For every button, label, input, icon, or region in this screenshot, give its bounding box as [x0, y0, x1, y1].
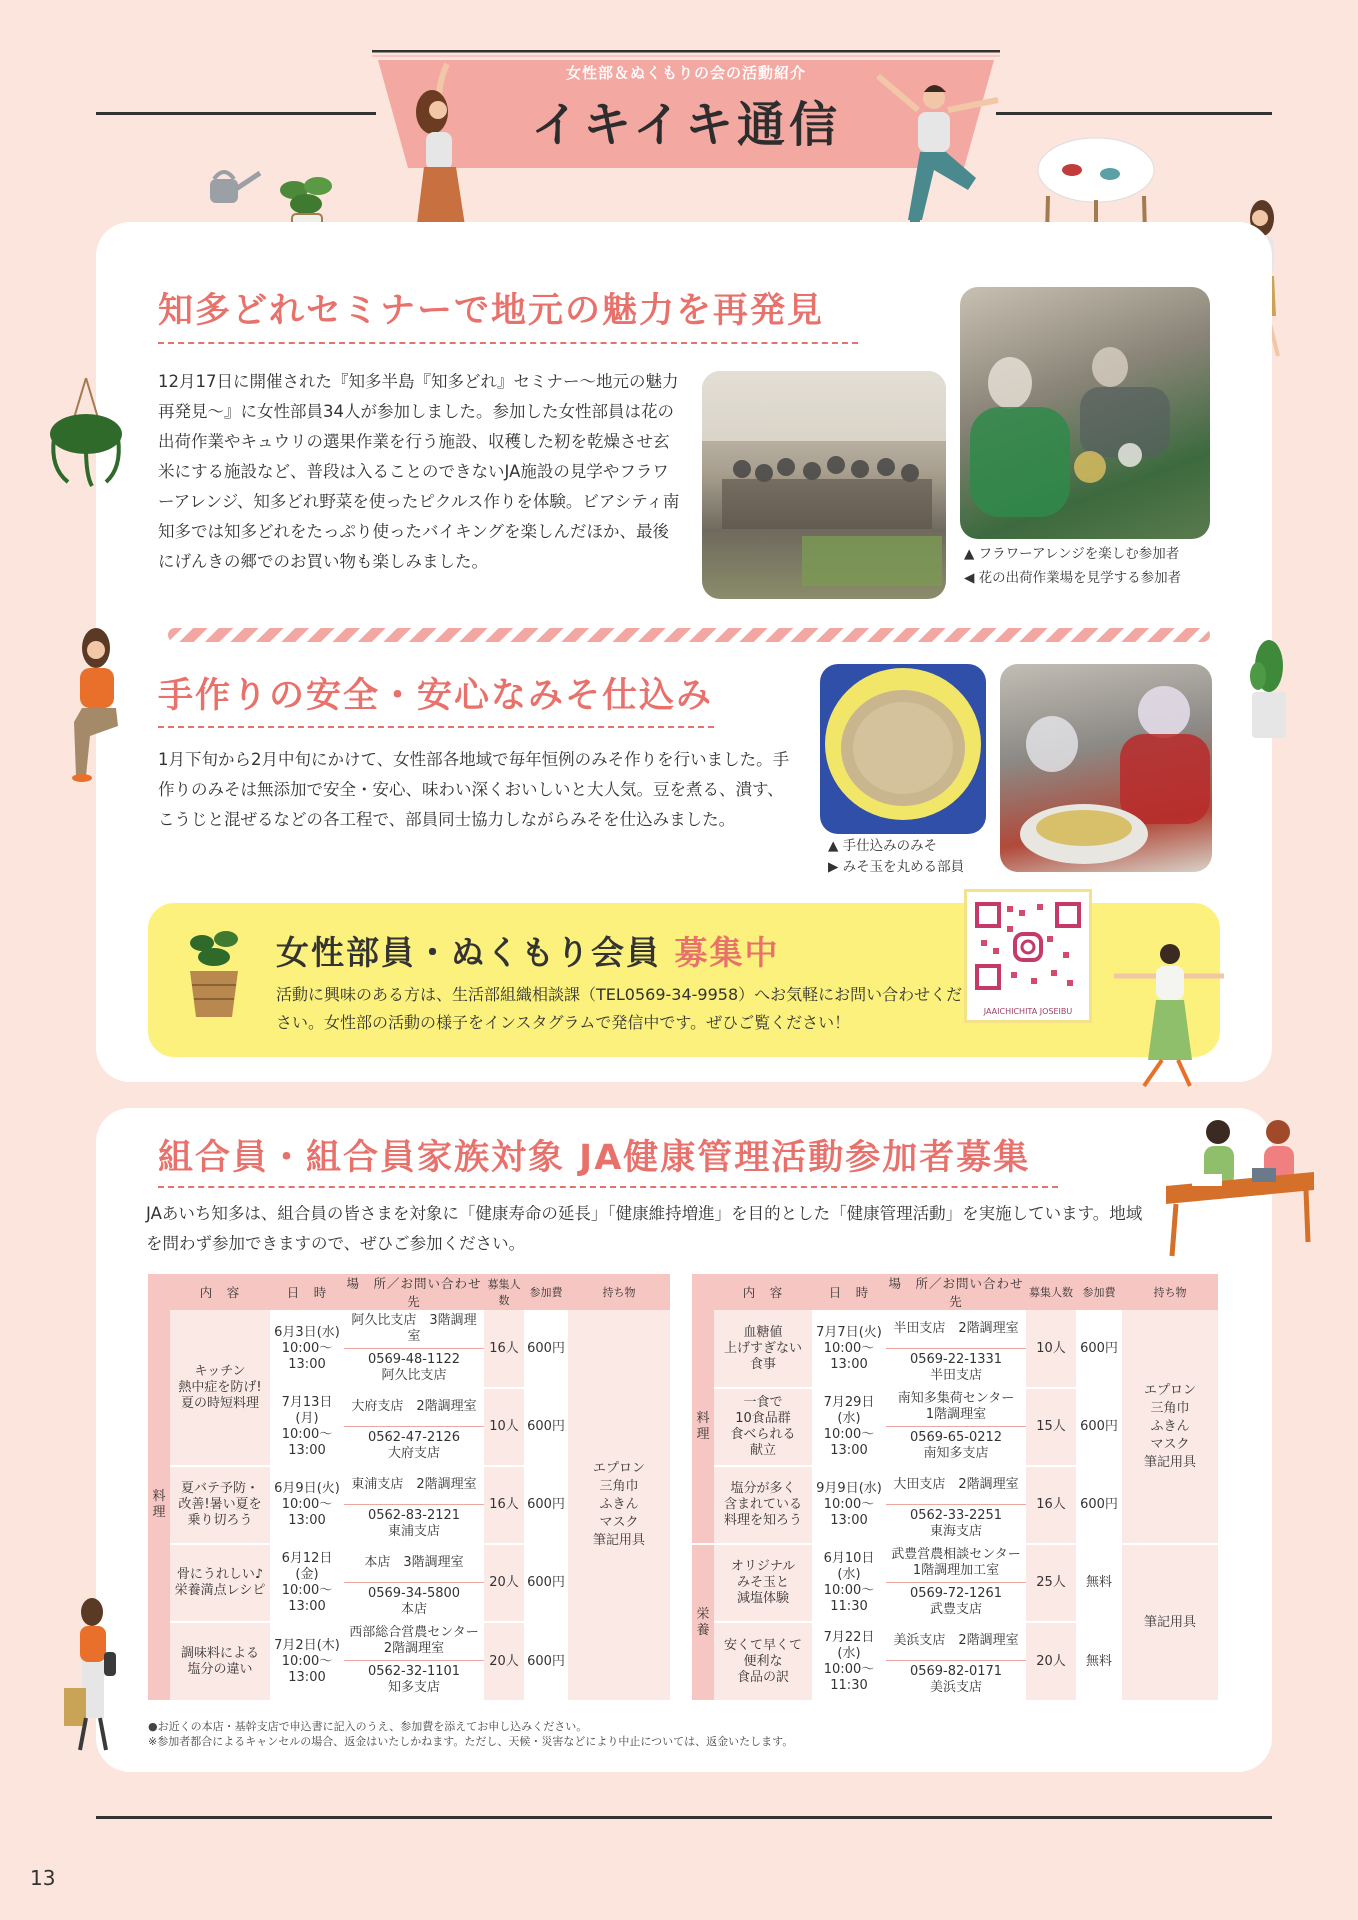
article2-caption-2: ▶ みそ玉を丸める部員 — [828, 859, 965, 875]
qr-label: JAAICHICHITA JOSEIBU — [983, 1007, 1073, 1016]
row-fee: 600円 — [1076, 1466, 1122, 1544]
row-date: 7月22日(水) 10:00〜 11:30 — [812, 1622, 886, 1700]
row-date: 7月7日(火) 10:00〜 13:00 — [812, 1310, 886, 1388]
table-row: 安くて早くて 便利な 食品の訳 — [714, 1622, 812, 1700]
shopping-woman-illustration — [58, 1596, 128, 1756]
row-place: 美浜支店 2階調理室 — [886, 1622, 1026, 1660]
photo-making-miso-balls — [1000, 664, 1212, 872]
row-contact: 0569-48-1122 阿久比支店 — [344, 1348, 484, 1388]
row-capacity: 15人 — [1026, 1388, 1076, 1466]
header-place: 場 所／お問い合わせ先 — [344, 1274, 484, 1310]
sitting-woman-illustration — [60, 626, 140, 786]
header-fee: 参加費 — [524, 1274, 568, 1310]
row-capacity: 10人 — [1026, 1310, 1076, 1388]
row-contact: 0562-83-2121 東浦支店 — [344, 1504, 484, 1544]
photo-shipping-facility-tour — [702, 371, 946, 599]
row-contact: 0569-22-1331 半田支店 — [886, 1348, 1026, 1388]
row-fee: 600円 — [524, 1388, 568, 1466]
row-fee: 600円 — [524, 1466, 568, 1544]
article1-title-underline — [158, 342, 858, 344]
article2-title: 手作りの安全・安心なみそ仕込み — [158, 676, 714, 716]
recruit-title-accent: 募集中 — [674, 933, 780, 972]
women-at-desk-illustration — [1156, 1110, 1318, 1258]
row-capacity: 10人 — [484, 1388, 524, 1466]
member-recruit-box — [148, 903, 1220, 1057]
basket-plant-icon — [182, 927, 246, 1023]
right-category-nutrition: 栄 養 — [692, 1544, 714, 1700]
row-date: 7月29日(水) 10:00〜 13:00 — [812, 1388, 886, 1466]
row-place: 南知多集荷センター 1階調理室 — [886, 1388, 1026, 1426]
row-date: 6月12日(金) 10:00〜 13:00 — [270, 1544, 344, 1622]
row-fee: 600円 — [524, 1310, 568, 1388]
recruit-body: 活動に興味のある方は、生活部組織相談課（TEL0569-34-9958）へお気軽にお問い合わせください。女性部の活動の様子をインスタグラムで発信中です。ぜひご覧ください！ — [276, 985, 963, 1032]
row-place: 本店 3階調理室 — [344, 1544, 484, 1582]
header-capacity: 募集人数 — [484, 1274, 524, 1310]
woman-arms-open-illustration — [1104, 940, 1234, 1090]
row-fee: 600円 — [1076, 1310, 1122, 1388]
instagram-icon — [1015, 934, 1041, 960]
row-contact: 0569-82-0171 美浜支店 — [886, 1660, 1026, 1700]
row-capacity: 16人 — [484, 1310, 524, 1388]
cancellation-note: ※参加者都合によるキャンセルの場合、返金はいたしかねます。ただし、天候・災害などにより中止については、返金いたします。 — [148, 1735, 794, 1748]
table-row: 夏バテ予防・ 改善!暑い夏を 乗り切ろう — [170, 1466, 270, 1544]
hanging-plant-illustration — [46, 378, 126, 488]
row-contact: 0569-72-1261 武豊支店 — [886, 1582, 1026, 1622]
row-contact: 0569-65-0212 南知多支店 — [886, 1426, 1026, 1466]
section-divider-stripe — [168, 628, 1210, 642]
article1-caption-2: ◀ 花の出荷作業場を見学する参加者 — [964, 570, 1182, 586]
row-fee: 600円 — [524, 1544, 568, 1622]
row-date: 6月9日(火) 10:00〜 13:00 — [270, 1466, 344, 1544]
header-items: 持ち物 — [1122, 1274, 1218, 1310]
row-contact: 0562-32-1101 知多支店 — [344, 1660, 484, 1700]
article1-caption-1: ▲ フラワーアレンジを楽しむ参加者 — [964, 546, 1180, 562]
right-items-nutrition: 筆記用具 — [1122, 1544, 1218, 1700]
right-items-cooking: エプロン 三角巾 ふきん マスク 筆記用具 — [1122, 1310, 1218, 1544]
row-contact: 0562-47-2126 大府支店 — [344, 1426, 484, 1466]
row-date: 6月3日(水) 10:00〜 13:00 — [270, 1310, 344, 1388]
header-cat — [692, 1274, 714, 1310]
header-title: イキイキ通信 — [530, 97, 842, 153]
recruit-title-main: 女性部員・ぬくもり会員 — [276, 933, 661, 972]
row-place: 西部総合営農センター 2階調理室 — [344, 1622, 484, 1660]
header-cat — [148, 1274, 170, 1310]
header-content: 内 容 — [714, 1274, 812, 1310]
row-capacity: 20人 — [1026, 1622, 1076, 1700]
health-lead: JAあいち知多は、組合員の皆さまを対象に「健康寿命の延長」「健康維持増進」を目的とした「健康管理活動」を実施しています。地域を問わず参加できますので、ぜひご参加ください。 — [146, 1204, 1143, 1253]
instagram-qr-code[interactable] — [964, 889, 1092, 1023]
page-number: 13 — [30, 1866, 56, 1890]
health-schedule-table-left — [148, 1274, 670, 1700]
row-contact: 0562-33-2251 東海支店 — [886, 1504, 1026, 1544]
table-row: 塩分が多く 含まれている 料理を知ろう — [714, 1466, 812, 1544]
table-row: 調味料による 塩分の違い — [170, 1622, 270, 1700]
health-title: 組合員・組合員家族対象 JA健康管理活動参加者募集 — [158, 1138, 1031, 1178]
article2-caption-1: ▲ 手仕込みのみそ — [828, 838, 938, 854]
table-row: オリジナル みそ玉と 減塩体験 — [714, 1544, 812, 1622]
row-capacity: 16人 — [1026, 1466, 1076, 1544]
health-title-underline — [158, 1186, 1058, 1188]
health-schedule-table-right — [692, 1274, 1218, 1700]
row-fee: 無料 — [1076, 1622, 1122, 1700]
photo-flower-arrangement — [960, 287, 1210, 539]
header-place: 場 所／お問い合わせ先 — [886, 1274, 1026, 1310]
row-capacity: 25人 — [1026, 1544, 1076, 1622]
application-note: ●お近くの本店・基幹支店で申込書に記入のうえ、参加費を添えてお申し込みください。 — [148, 1720, 588, 1733]
table-row: 血糖値 上げすぎない 食事 — [714, 1310, 812, 1388]
header-capacity: 募集人数 — [1026, 1274, 1076, 1310]
row-fee: 600円 — [1076, 1388, 1122, 1466]
row-fee: 無料 — [1076, 1544, 1122, 1622]
row-place: 武豊営農相談センター 1階調理加工室 — [886, 1544, 1026, 1582]
header-fee: 参加費 — [1076, 1274, 1122, 1310]
row-date: 7月2日(木) 10:00〜 13:00 — [270, 1622, 344, 1700]
article2-title-underline — [158, 726, 714, 728]
left-category: 料 理 — [148, 1310, 170, 1700]
row-place: 半田支店 2階調理室 — [886, 1310, 1026, 1348]
recruit-title — [276, 927, 780, 974]
row-place: 大田支店 2階調理室 — [886, 1466, 1026, 1504]
article1-body: 12月17日に開催された『知多半島『知多どれ』セミナー〜地元の魅力再発見〜』に女性部員34人が参加しました。参加した女性部員は花の出荷作業やキュウリの選果作業を行う施設、収穫した籾を乾燥させ玄米にする施設など、普段は入ることのできないJA施設の見学やフラワーアレンジ、知多どれ野菜を使ったピクルス作りを体験。ビアシティ南知多では知多どれをたっぷり使ったバイキングを楽しんだほか、最後にげんきの郷でのお買い物も楽しみました。 — [158, 372, 680, 571]
header-rule-right — [996, 112, 1272, 115]
header-date: 日 時 — [270, 1274, 344, 1310]
row-contact: 0569-34-5800 本店 — [344, 1582, 484, 1622]
article2-body: 1月下旬から2月中旬にかけて、女性部各地域で毎年恒例のみそ作りを行いました。手作りのみそは無添加で安全・安心、味わい深くおいしいと大人気。豆を煮る、潰す、こうじと混ぜるなどの各工程で、部員同士協力しながらみそを仕込みました。 — [158, 750, 790, 829]
row-place: 大府支店 2階調理室 — [344, 1388, 484, 1426]
row-date: 9月9日(水) 10:00〜 13:00 — [812, 1466, 886, 1544]
header-items: 持ち物 — [568, 1274, 670, 1310]
footer-rule — [96, 1816, 1272, 1819]
table-row: 一食で 10食品群 食べられる 献立 — [714, 1388, 812, 1466]
photo-handmade-miso — [820, 664, 986, 834]
right-category-cooking: 料 理 — [692, 1310, 714, 1544]
row-capacity: 20人 — [484, 1622, 524, 1700]
row-place: 阿久比支店 3階調理室 — [344, 1310, 484, 1348]
header-subtitle: 女性部＆ぬくもりの会の活動紹介 — [565, 64, 806, 82]
table-row: キッチン 熱中症を防げ! 夏の時短料理 — [170, 1310, 270, 1466]
table-row: 骨にうれしい♪ 栄養満点レシピ — [170, 1544, 270, 1622]
left-items: エプロン 三角巾 ふきん マスク 筆記用具 — [568, 1310, 670, 1700]
row-date: 7月13日(月) 10:00〜 13:00 — [270, 1388, 344, 1466]
header-rule-left — [96, 112, 376, 115]
watering-can-illustration — [200, 165, 264, 215]
article1-title: 知多どれセミナーで地元の魅力を再発見 — [158, 291, 825, 331]
row-date: 6月10日(水) 10:00〜 11:30 — [812, 1544, 886, 1622]
row-fee: 600円 — [524, 1622, 568, 1700]
header-date: 日 時 — [812, 1274, 886, 1310]
header-content: 内 容 — [170, 1274, 270, 1310]
row-place: 東浦支店 2階調理室 — [344, 1466, 484, 1504]
row-capacity: 16人 — [484, 1466, 524, 1544]
cactus-pot-illustration — [1244, 636, 1294, 746]
row-capacity: 20人 — [484, 1544, 524, 1622]
